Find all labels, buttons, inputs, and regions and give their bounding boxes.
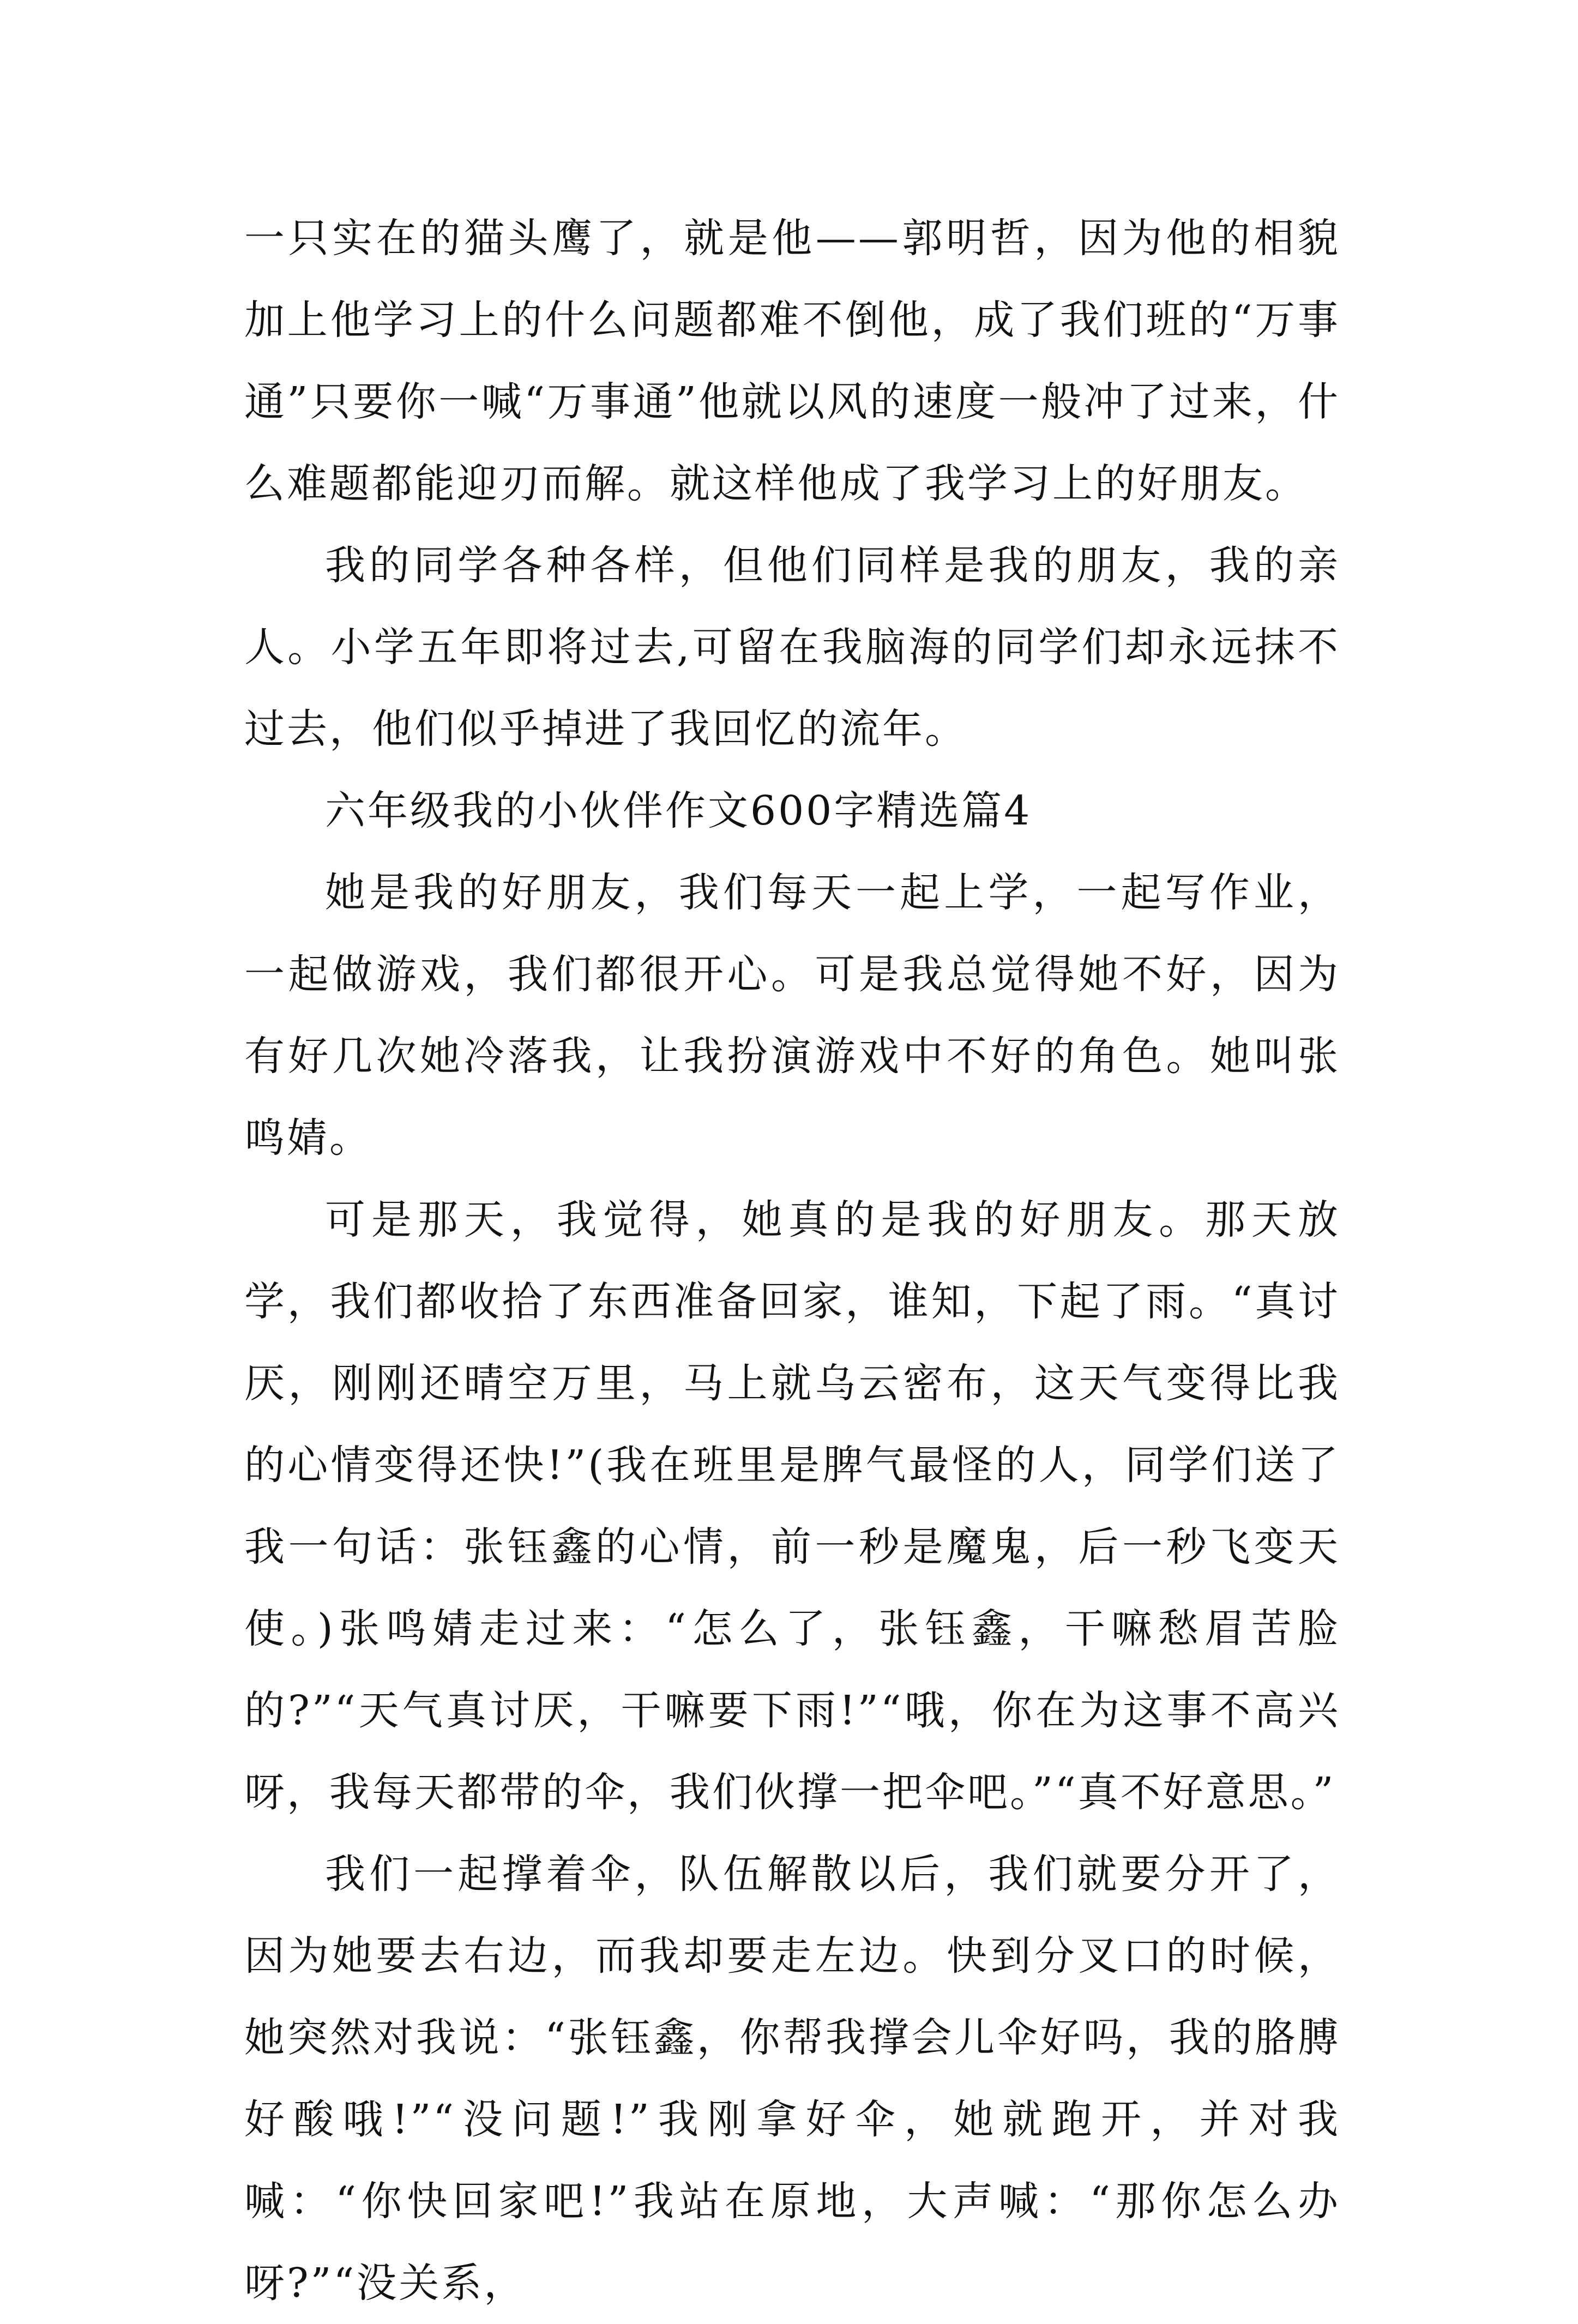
paragraph-2: 我的同学各种各样，但他们同样是我的朋友，我的亲人。小学五年即将过去,可留在我脑海的同学们却永远抹不过去，他们似乎掉进了我回忆的流年。 bbox=[244, 542, 1340, 752]
paragraph-1: 一只实在的猫头鹰了，就是他——郭明哲，因为他的相貌加上他学习上的什么问题都难不倒他，成了我们班的“万事通”只要你一喊“万事通”他就以风的速度一般冲了过来，什么难题都能迎刃而解。就这样他成了我学习上的好朋友。 bbox=[244, 215, 1340, 507]
paragraph-3: 她是我的好朋友，我们每天一起上学，一起写作业，一起做游戏，我们都很开心。可是我总觉得她不好，因为有好几次她冷落我，让我扮演游戏中不好的角色。她叫张鸣婧。 bbox=[244, 869, 1340, 1161]
section-heading: 六年级我的小伙伴作文600字精选篇4 bbox=[325, 787, 1032, 834]
paragraph-5: 我们一起撑着伞，队伍解散以后，我们就要分开了，因为她要去右边，而我却要走左边。快到分叉口的时候，她突然对我说：“张钰鑫，你帮我撑会儿伞好吗，我的胳膊好酸哦!”“没问题!”我刚拿好伞，她就跑开，并对我喊：“你快回家吧!”我站在原地，大声喊：“那你怎么办呀?”“没关系， bbox=[244, 1851, 1340, 2307]
paragraph-4: 可是那天，我觉得，她真的是我的好朋友。那天放学，我们都收拾了东西准备回家，谁知，下起了雨。“真讨厌，刚刚还晴空万里，马上就乌云密布，这天气变得比我的心情变得还快!”(我在班里是脾气最怪的人，同学们送了我一句话：张钰鑫的心情，前一秒是魔鬼，后一秒飞变天使。)张鸣婧走过来：“怎么了，张钰鑫，干嘛愁眉苦脸的?”“天气真讨厌，干嘛要下雨!”“哦，你在为这事不高兴呀，我每天都带的伞，我们伙撑一把伞吧。”“真不好意思。” bbox=[244, 1196, 1340, 1816]
article-body bbox=[244, 197, 1340, 2324]
